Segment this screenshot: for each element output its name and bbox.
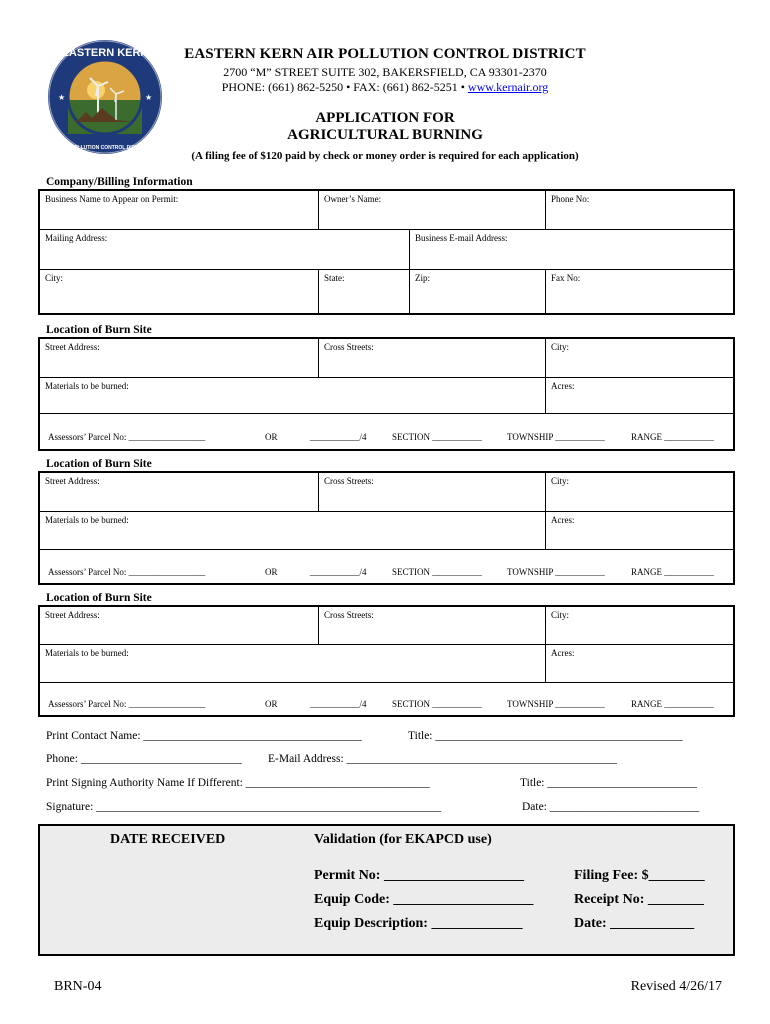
burn-site-1-street-field[interactable]: Street Address: — [45, 342, 100, 352]
business-name-field[interactable]: Business Name to Appear on Permit: — [45, 194, 179, 204]
burn-site-2-city-field[interactable]: City: — [551, 476, 570, 486]
receipt-no-field[interactable]: Receipt No: ________ — [574, 892, 704, 907]
signature-field[interactable]: Signature: ____________________________________________________________ — [46, 801, 442, 813]
burn-site-2-cross-streets-field[interactable]: Cross Streets: — [324, 476, 374, 486]
signing-authority-name-field[interactable]: Print Signing Authority Name If Different: ________________________________ — [46, 777, 430, 789]
burn-site-2-quarter-field[interactable]: ___________/4 — [310, 567, 367, 577]
mailing-address-field[interactable]: Mailing Address: — [45, 233, 108, 243]
burn-site-3-table — [38, 605, 735, 717]
org-contact — [160, 80, 610, 95]
burn-site-1-range-field[interactable]: RANGE ___________ — [631, 432, 714, 442]
org-address: 2700 “M” STREET SUITE 302, BAKERSFIELD, CA 93301-2370 — [223, 65, 547, 79]
revision-date: Revised 4/26/17 — [630, 979, 722, 994]
contact-title-field[interactable]: Title: ___________________________________________ — [408, 730, 683, 742]
signature-date-field[interactable]: Date: __________________________ — [522, 801, 700, 813]
burn-site-1-acres-field[interactable]: Acres: — [551, 381, 575, 391]
burn-site-2-section-field[interactable]: SECTION ___________ — [392, 567, 482, 577]
equip-description-field[interactable]: Equip Description: _____________ — [314, 916, 523, 931]
fax-field[interactable]: Fax No: — [551, 273, 581, 283]
burn-site-2-table — [38, 471, 735, 585]
validation-date-field[interactable]: Date: ____________ — [574, 916, 695, 931]
svg-text:★: ★ — [145, 93, 153, 102]
logo-ring-text: EASTERN KERN — [61, 47, 149, 59]
zip-field[interactable]: Zip: — [415, 273, 430, 283]
form-title-line2: AGRICULTURAL BURNING — [287, 127, 483, 143]
website-link[interactable]: www.kernair.org — [467, 80, 549, 94]
org-name: EASTERN KERN AIR POLLUTION CONTROL DISTRICT — [184, 46, 586, 62]
state-field[interactable]: State: — [324, 273, 345, 283]
burn-site-1-quarter-field[interactable]: ___________/4 — [310, 432, 367, 442]
district-logo — [46, 38, 164, 156]
svg-text:★: ★ — [58, 93, 66, 102]
burn-site-3-quarter-field[interactable]: ___________/4 — [310, 699, 367, 709]
validation-box — [38, 824, 735, 956]
company-section-heading: Company/Billing Information — [46, 176, 193, 188]
burn-site-3-city-field[interactable]: City: — [551, 610, 570, 620]
contact-email-field[interactable]: E-Mail Address: _______________________________________________ — [268, 753, 617, 765]
filing-fee-note: (A filing fee of $120 paid by check or money order is required for each application) — [191, 150, 579, 162]
validation-heading: Validation (for EKAPCD use) — [314, 832, 492, 847]
form-title-line1: APPLICATION FOR — [315, 110, 455, 126]
burn-site-1-materials-field[interactable]: Materials to be burned: — [45, 381, 129, 391]
burn-site-2-parcel-field[interactable]: Assessors’ Parcel No: _________________ — [48, 567, 206, 577]
filing-fee-field[interactable]: Filing Fee: $________ — [574, 868, 705, 883]
phone-field[interactable]: Phone No: — [551, 194, 590, 204]
burn-site-2-heading: Location of Burn Site — [46, 458, 152, 470]
signing-authority-title-field[interactable]: Title: __________________________ — [520, 777, 697, 789]
logo-inner-text: AIR POLLUTION CONTROL DISTRICT — [60, 145, 150, 151]
burn-site-2-range-field[interactable]: RANGE ___________ — [631, 567, 714, 577]
burn-site-3-parcel-field[interactable]: Assessors’ Parcel No: _________________ — [48, 699, 206, 709]
burn-site-1-or-label: OR — [265, 432, 278, 442]
business-email-field[interactable]: Business E-mail Address: — [415, 233, 508, 243]
burn-site-1-township-field[interactable]: TOWNSHIP ___________ — [507, 432, 605, 442]
burn-site-3-acres-field[interactable]: Acres: — [551, 648, 575, 658]
burn-site-1-parcel-field[interactable]: Assessors’ Parcel No: _________________ — [48, 432, 206, 442]
burn-site-3-materials-field[interactable]: Materials to be burned: — [45, 648, 129, 658]
city-field[interactable]: City: — [45, 273, 64, 283]
burn-site-1-section-field[interactable]: SECTION ___________ — [392, 432, 482, 442]
burn-site-2-materials-field[interactable]: Materials to be burned: — [45, 515, 129, 525]
owner-name-field[interactable]: Owner’s Name: — [324, 194, 382, 204]
burn-site-1-table — [38, 337, 735, 451]
burn-site-3-range-field[interactable]: RANGE ___________ — [631, 699, 714, 709]
equip-code-field[interactable]: Equip Code: ____________________ — [314, 892, 534, 907]
print-contact-name-field[interactable]: Print Contact Name: ______________________________________ — [46, 730, 362, 742]
burn-site-3-cross-streets-field[interactable]: Cross Streets: — [324, 610, 374, 620]
company-billing-table — [38, 189, 735, 315]
form-id: BRN-04 — [54, 979, 102, 994]
burn-site-2-acres-field[interactable]: Acres: — [551, 515, 575, 525]
contact-phone-field[interactable]: Phone: ____________________________ — [46, 753, 242, 765]
burn-site-3-street-field[interactable]: Street Address: — [45, 610, 100, 620]
burn-site-3-or-label: OR — [265, 699, 278, 709]
burn-site-2-street-field[interactable]: Street Address: — [45, 476, 100, 486]
burn-site-2-township-field[interactable]: TOWNSHIP ___________ — [507, 567, 605, 577]
burn-site-1-cross-streets-field[interactable]: Cross Streets: — [324, 342, 374, 352]
contact-text: PHONE: (661) 862-5250 • FAX: (661) 862-5251 • — [221, 80, 468, 94]
burn-site-3-heading: Location of Burn Site — [46, 592, 152, 604]
permit-no-field[interactable]: Permit No: ____________________ — [314, 868, 524, 883]
burn-site-3-section-field[interactable]: SECTION ___________ — [392, 699, 482, 709]
date-received-label: DATE RECEIVED — [110, 832, 226, 847]
burn-site-2-or-label: OR — [265, 567, 278, 577]
burn-site-3-township-field[interactable]: TOWNSHIP ___________ — [507, 699, 605, 709]
burn-site-1-heading: Location of Burn Site — [46, 324, 152, 336]
burn-site-1-city-field[interactable]: City: — [551, 342, 570, 352]
